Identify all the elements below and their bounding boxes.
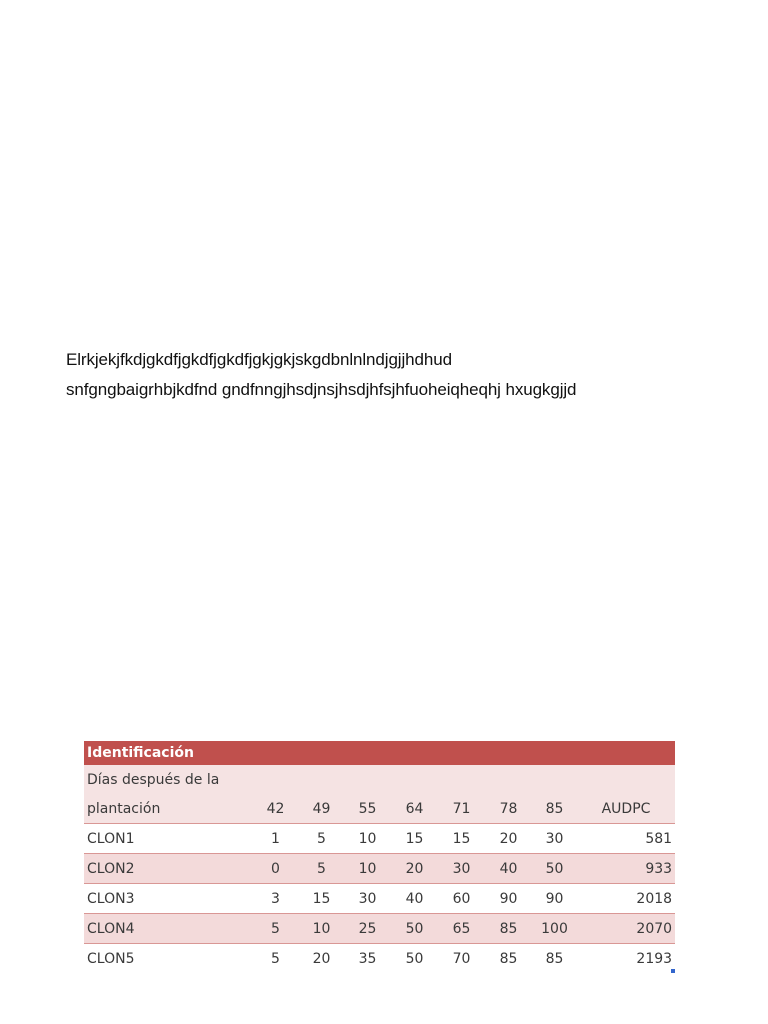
table-title-row (84, 741, 675, 765)
table-row (84, 884, 675, 914)
table-cell: 5 (299, 824, 344, 854)
selection-handle-icon (671, 969, 675, 973)
data-table-image (84, 741, 675, 973)
column-header: 42 (252, 794, 299, 824)
table-cell: 60 (438, 884, 485, 914)
table-cell: 10 (299, 914, 344, 944)
table-cell: 65 (438, 914, 485, 944)
table-cell: 5 (299, 854, 344, 884)
column-header: 49 (299, 794, 344, 824)
table-cell: 50 (391, 914, 438, 944)
table-cell: 50 (532, 854, 577, 884)
table-cell: 5 (252, 944, 299, 974)
row-label: CLON2 (84, 854, 252, 884)
table-cell: 40 (485, 854, 532, 884)
body-paragraph (66, 345, 746, 405)
header-label-line-2: plantación (84, 794, 252, 824)
row-label: CLON3 (84, 884, 252, 914)
table-cell: 85 (485, 914, 532, 944)
column-header: 71 (438, 794, 485, 824)
column-header: 55 (344, 794, 391, 824)
table-cell: 20 (485, 824, 532, 854)
table-cell: 20 (299, 944, 344, 974)
row-label: CLON4 (84, 914, 252, 944)
column-header: 64 (391, 794, 438, 824)
table-cell: 30 (344, 884, 391, 914)
audpc-cell: 2018 (577, 884, 675, 914)
table-cell: 70 (438, 944, 485, 974)
table-cell: 0 (252, 854, 299, 884)
table-cell: 1 (252, 824, 299, 854)
table-cell: 40 (391, 884, 438, 914)
table-header-row-2 (84, 794, 675, 824)
column-header-audpc: AUDPC (577, 794, 675, 824)
row-label: CLON5 (84, 944, 252, 974)
table-cell: 35 (344, 944, 391, 974)
table-cell: 5 (252, 914, 299, 944)
table-row (84, 914, 675, 944)
data-table (84, 741, 675, 973)
row-label: CLON1 (84, 824, 252, 854)
table-cell: 15 (299, 884, 344, 914)
table-cell: 85 (485, 944, 532, 974)
table-cell: 15 (391, 824, 438, 854)
table-cell: 90 (485, 884, 532, 914)
column-header: 85 (532, 794, 577, 824)
table-cell: 50 (391, 944, 438, 974)
header-label-line-1: Días después de la (84, 765, 252, 794)
table-cell: 100 (532, 914, 577, 944)
audpc-cell: 581 (577, 824, 675, 854)
paragraph-line-1: Elrkjekjfkdjgkdfjgkdfjgkdfjgkjgkjskgdbnlnlndjgjjhdhud (66, 350, 452, 369)
audpc-cell: 2070 (577, 914, 675, 944)
table-cell: 30 (438, 854, 485, 884)
audpc-cell: 933 (577, 854, 675, 884)
table-title: Identificación (84, 741, 675, 765)
table-cell: 25 (344, 914, 391, 944)
table-cell: 10 (344, 824, 391, 854)
table-cell: 30 (532, 824, 577, 854)
table-header-row-1 (84, 765, 675, 794)
table-cell: 10 (344, 854, 391, 884)
table-cell: 20 (391, 854, 438, 884)
table-cell: 3 (252, 884, 299, 914)
table-cell: 15 (438, 824, 485, 854)
column-header: 78 (485, 794, 532, 824)
table-row (84, 824, 675, 854)
paragraph-line-2: snfgngbaigrhbjkdfnd gndfnngjhsdjnsjhsdjhfsjhfuoheiqheqhj hxugkgjjd (66, 380, 577, 399)
table-row (84, 944, 675, 974)
table-row (84, 854, 675, 884)
table-cell: 85 (532, 944, 577, 974)
table-cell: 90 (532, 884, 577, 914)
audpc-cell: 2193 (577, 944, 675, 974)
